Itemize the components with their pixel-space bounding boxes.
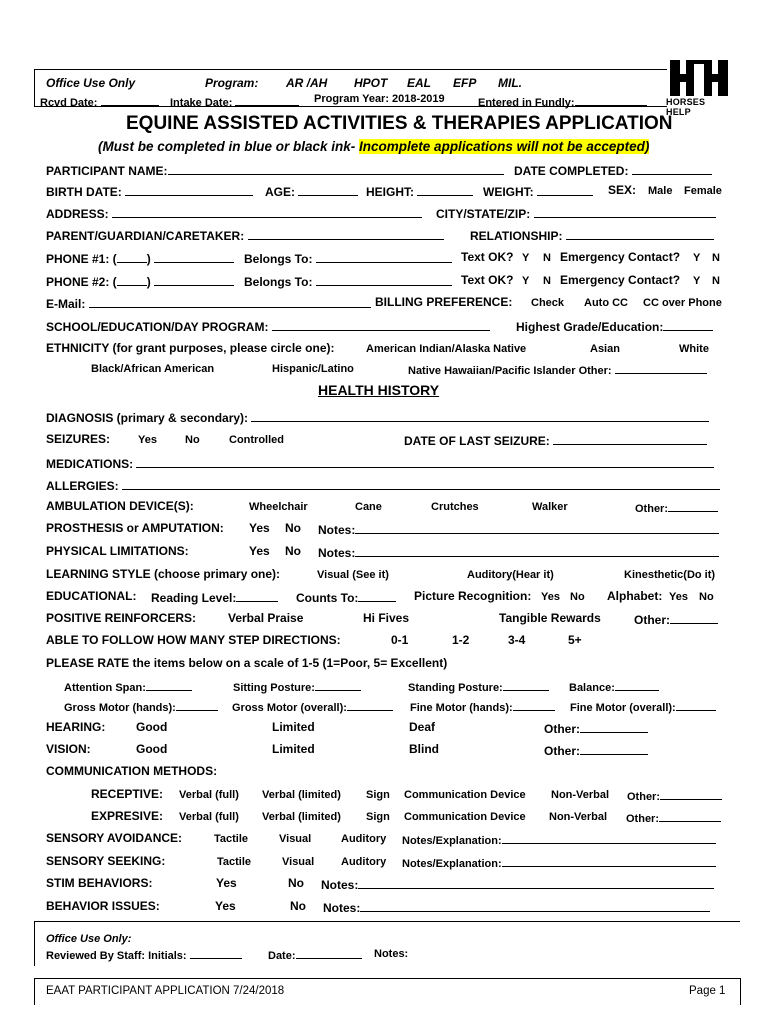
staff-office-use-label: Office Use Only: bbox=[46, 933, 132, 945]
sex-male-option[interactable]: Male bbox=[648, 185, 673, 197]
steps-0-1-option[interactable]: 0-1 bbox=[391, 633, 409, 647]
hearing-limited-option[interactable]: Limited bbox=[272, 720, 315, 734]
intake-date-field[interactable]: Intake Date: bbox=[170, 93, 299, 109]
learning-auditory-option[interactable]: Auditory(Hear it) bbox=[467, 569, 554, 581]
learning-kinesthetic-option[interactable]: Kinesthetic(Do it) bbox=[624, 569, 716, 581]
avoidance-auditory[interactable]: Auditory bbox=[341, 833, 387, 845]
ethnicity-asian[interactable]: Asian bbox=[590, 343, 620, 355]
billing-auto-cc-option[interactable]: Auto CC bbox=[584, 297, 628, 309]
billing-preference-label: BILLING PREFERENCE: bbox=[375, 295, 513, 309]
stim-behaviors-label: STIM BEHAVIORS: bbox=[46, 876, 153, 890]
sex-female-option[interactable]: Female bbox=[684, 185, 722, 197]
program-hpot[interactable]: HPOT bbox=[354, 76, 388, 90]
hearing-other-field[interactable]: Other: bbox=[544, 720, 648, 736]
school-field[interactable]: SCHOOL/EDUCATION/DAY PROGRAM: bbox=[46, 318, 490, 334]
physical-no-option[interactable]: No bbox=[285, 544, 301, 558]
avoidance-tactile[interactable]: Tactile bbox=[214, 833, 249, 845]
phone2-emergency-no[interactable]: N bbox=[712, 275, 720, 287]
rcvd-date-field[interactable]: Rcvd Date: bbox=[40, 93, 159, 109]
phone1-text-ok-label: Text OK? bbox=[461, 250, 514, 264]
physical-limitations-label: PHYSICAL LIMITATIONS: bbox=[46, 544, 189, 558]
ethnicity-label: ETHNICITY (for grant purposes, please circle one): bbox=[46, 341, 335, 355]
footer-form-id: EAAT PARTICIPANT APPLICATION 7/24/2018 bbox=[46, 985, 285, 997]
seeking-auditory[interactable]: Auditory bbox=[341, 856, 387, 868]
phone2-emergency-label: Emergency Contact? bbox=[560, 273, 681, 287]
expresive-non-verbal[interactable]: Non-Verbal bbox=[549, 811, 608, 823]
reinforcer-verbal-praise[interactable]: Verbal Praise bbox=[228, 611, 304, 625]
communication-methods-label: COMMUNICATION METHODS: bbox=[46, 764, 218, 778]
vision-good-option[interactable]: Good bbox=[136, 742, 168, 756]
seizures-no-option[interactable]: No bbox=[185, 434, 200, 446]
alphabet-label: Alphabet: bbox=[607, 589, 663, 603]
steps-5-plus-option[interactable]: 5+ bbox=[568, 633, 582, 647]
hearing-good-option[interactable]: Good bbox=[136, 720, 168, 734]
health-history-heading: HEALTH HISTORY bbox=[318, 382, 440, 398]
alphabet-yes-option[interactable]: Yes bbox=[669, 591, 688, 603]
height-field[interactable]: HEIGHT: bbox=[366, 183, 473, 199]
billing-check-option[interactable]: Check bbox=[531, 297, 565, 309]
phone2-belongs-field[interactable]: Belongs To: bbox=[244, 273, 452, 289]
program-label: Program: bbox=[205, 76, 259, 90]
behavior-no-option[interactable]: No bbox=[290, 899, 306, 913]
receptive-label: RECEPTIVE: bbox=[91, 787, 164, 801]
program-eal[interactable]: EAL bbox=[407, 76, 431, 90]
ambulation-cane[interactable]: Cane bbox=[355, 501, 382, 513]
seizures-yes-option[interactable]: Yes bbox=[138, 434, 157, 446]
allergies-field[interactable]: ALLERGIES: bbox=[46, 477, 720, 493]
step-directions-label: ABLE TO FOLLOW HOW MANY STEP DIRECTIONS: bbox=[46, 633, 341, 647]
steps-3-4-option[interactable]: 3-4 bbox=[508, 633, 526, 647]
ambulation-walker[interactable]: Walker bbox=[532, 501, 568, 513]
ethnicity-hispanic[interactable]: Hispanic/Latino bbox=[272, 363, 354, 375]
standing-posture-field[interactable]: Standing Posture: bbox=[408, 680, 549, 694]
diagnosis-field[interactable]: DIAGNOSIS (primary & secondary): bbox=[46, 409, 709, 425]
sex-label: SEX: bbox=[608, 183, 637, 197]
receptive-other-field[interactable]: Other: bbox=[627, 789, 722, 803]
hearing-label: HEARING: bbox=[46, 720, 106, 734]
receptive-sign[interactable]: Sign bbox=[366, 789, 390, 801]
vision-label: VISION: bbox=[46, 742, 91, 756]
stim-yes-option[interactable]: Yes bbox=[216, 876, 237, 890]
relationship-field[interactable]: RELATIONSHIP: bbox=[470, 227, 714, 243]
last-seizure-field[interactable]: DATE OF LAST SEIZURE: bbox=[404, 432, 707, 448]
prosthesis-yes-option[interactable]: Yes bbox=[249, 521, 270, 535]
medications-field[interactable]: MEDICATIONS: bbox=[46, 455, 714, 471]
email-field[interactable]: E-Mail: bbox=[46, 295, 371, 311]
birth-date-field[interactable]: BIRTH DATE: bbox=[46, 183, 253, 199]
alphabet-no-option[interactable]: No bbox=[699, 591, 714, 603]
phone2-emergency-yes[interactable]: Y bbox=[693, 275, 701, 287]
counts-to-field[interactable]: Counts To: bbox=[296, 589, 396, 605]
prosthesis-no-option[interactable]: No bbox=[285, 521, 301, 535]
picture-recognition-label: Picture Recognition: bbox=[414, 589, 532, 603]
expresive-communication-device[interactable]: Communication Device bbox=[404, 811, 526, 823]
receptive-communication-device[interactable]: Communication Device bbox=[404, 789, 526, 801]
expresive-other-field[interactable]: Other: bbox=[626, 811, 721, 825]
staff-notes-label: Notes: bbox=[374, 948, 409, 960]
behavior-yes-option[interactable]: Yes bbox=[215, 899, 236, 913]
seeking-notes-field[interactable]: Notes/Explanation: bbox=[402, 856, 716, 870]
learning-style-label: LEARNING STYLE (choose primary one): bbox=[46, 567, 281, 581]
horses-help-logo bbox=[664, 60, 732, 117]
program-year: Program Year: 2018-2019 bbox=[314, 93, 445, 105]
phone2-text-yes[interactable]: Y bbox=[522, 275, 530, 287]
office-use-label: Office Use Only bbox=[46, 76, 136, 90]
behavior-notes-field[interactable]: Notes: bbox=[323, 899, 710, 915]
parent-guardian-field[interactable]: PARENT/GUARDIAN/CARETAKER: bbox=[46, 227, 444, 243]
hearing-deaf-option[interactable]: Deaf bbox=[409, 720, 436, 734]
reinforcer-other-field[interactable]: Other: bbox=[634, 611, 718, 627]
receptive-non-verbal[interactable]: Non-Verbal bbox=[551, 789, 610, 801]
vision-blind-option[interactable]: Blind bbox=[409, 742, 439, 756]
staff-initials-field[interactable]: Reviewed By Staff: Initials: bbox=[46, 948, 242, 962]
receptive-verbal-full[interactable]: Verbal (full) bbox=[179, 789, 239, 801]
prosthesis-notes-field[interactable]: Notes: bbox=[318, 521, 719, 537]
educational-label: EDUCATIONAL: bbox=[46, 589, 137, 603]
date-completed-field[interactable]: DATE COMPLETED: bbox=[514, 162, 712, 178]
ethnicity-black[interactable]: Black/African American bbox=[91, 363, 215, 375]
gross-motor-hands-field[interactable]: Gross Motor (hands): bbox=[64, 700, 218, 714]
picture-no-option[interactable]: No bbox=[570, 591, 585, 603]
rate-instruction: PLEASE RATE the items below on a scale of 1-5 (1=Poor, 5= Excellent) bbox=[46, 656, 448, 670]
billing-cc-phone-option[interactable]: CC over Phone bbox=[643, 297, 722, 309]
seizures-controlled-option[interactable]: Controlled bbox=[229, 434, 284, 446]
stim-notes-field[interactable]: Notes: bbox=[321, 876, 714, 892]
ambulation-other-field[interactable]: Other: bbox=[635, 501, 718, 515]
program-ar-ah[interactable]: AR /AH bbox=[286, 76, 328, 90]
avoidance-visual[interactable]: Visual bbox=[279, 833, 312, 845]
expresive-sign[interactable]: Sign bbox=[366, 811, 390, 823]
city-state-zip-field[interactable]: CITY/STATE/ZIP: bbox=[436, 205, 716, 221]
phone1-text-no[interactable]: N bbox=[543, 252, 551, 264]
fine-motor-hands-field[interactable]: Fine Motor (hands): bbox=[410, 700, 555, 714]
ambulation-crutches[interactable]: Crutches bbox=[431, 501, 479, 513]
age-field[interactable]: AGE: bbox=[265, 183, 358, 199]
ethnicity-native-hawaiian-other[interactable]: Native Hawaiian/Pacific Islander Other: bbox=[408, 363, 707, 377]
reinforcer-tangible-rewards[interactable]: Tangible Rewards bbox=[499, 611, 601, 625]
phone1-emergency-yes[interactable]: Y bbox=[693, 252, 701, 264]
sitting-posture-field[interactable]: Sitting Posture: bbox=[233, 680, 361, 694]
phone1-field[interactable]: PHONE #1: ( ) bbox=[46, 250, 234, 266]
sensory-seeking-label: SENSORY SEEKING: bbox=[46, 854, 166, 868]
logo-text: HORSES HELP bbox=[666, 97, 706, 117]
ambulation-wheelchair[interactable]: Wheelchair bbox=[249, 501, 308, 513]
steps-1-2-option[interactable]: 1-2 bbox=[452, 633, 470, 647]
phone1-belongs-field[interactable]: Belongs To: bbox=[244, 250, 452, 266]
vision-other-field[interactable]: Other: bbox=[544, 742, 648, 758]
phone1-text-yes[interactable]: Y bbox=[522, 252, 530, 264]
receptive-verbal-limited[interactable]: Verbal (limited) bbox=[262, 789, 341, 801]
address-field[interactable]: ADDRESS: bbox=[46, 205, 422, 221]
picture-yes-option[interactable]: Yes bbox=[541, 591, 560, 603]
phone2-field[interactable]: PHONE #2: ( ) bbox=[46, 273, 234, 289]
page-title: EQUINE ASSISTED ACTIVITIES & THERAPIES APPLICATION bbox=[126, 113, 673, 134]
phone2-text-no[interactable]: N bbox=[543, 275, 551, 287]
footer-page-number: Page 1 bbox=[689, 985, 726, 997]
phone1-emergency-label: Emergency Contact? bbox=[560, 250, 681, 264]
sensory-avoidance-label: SENSORY AVOIDANCE: bbox=[46, 831, 183, 845]
gross-motor-overall-field[interactable]: Gross Motor (overall): bbox=[232, 700, 393, 714]
physical-yes-option[interactable]: Yes bbox=[249, 544, 270, 558]
ethnicity-american-indian[interactable]: American Indian/Alaska Native bbox=[366, 343, 527, 355]
behavior-issues-label: BEHAVIOR ISSUES: bbox=[46, 899, 160, 913]
reinforcer-hi-fives[interactable]: Hi Fives bbox=[363, 611, 410, 625]
seizures-label: SEIZURES: bbox=[46, 432, 111, 446]
program-mil[interactable]: MIL. bbox=[498, 76, 522, 90]
stim-no-option[interactable]: No bbox=[288, 876, 304, 890]
reading-level-field[interactable]: Reading Level: bbox=[151, 589, 278, 605]
positive-reinforcers-label: POSITIVE REINFORCERS: bbox=[46, 611, 197, 625]
ambulation-label: AMBULATION DEVICE(S): bbox=[46, 499, 194, 513]
staff-date-field[interactable]: Date: bbox=[268, 948, 362, 962]
expresive-label: EXPRESIVE: bbox=[91, 809, 164, 823]
weight-field[interactable]: WEIGHT: bbox=[483, 183, 593, 199]
seeking-tactile[interactable]: Tactile bbox=[217, 856, 252, 868]
learning-visual-option[interactable]: Visual (See it) bbox=[317, 569, 389, 581]
avoidance-notes-field[interactable]: Notes/Explanation: bbox=[402, 833, 716, 847]
highest-grade-field[interactable]: Highest Grade/Education: bbox=[516, 318, 713, 334]
entered-in-fundly-field[interactable]: Entered in Fundly: bbox=[478, 93, 647, 109]
fine-motor-overall-field[interactable]: Fine Motor (overall): bbox=[570, 700, 716, 714]
page-subtitle: (Must be completed in blue or black ink- Incomplete applications will not be accepted) bbox=[98, 139, 650, 154]
seeking-visual[interactable]: Visual bbox=[282, 856, 315, 868]
participant-name-field[interactable]: PARTICIPANT NAME: bbox=[46, 162, 504, 178]
attention-span-field[interactable]: Attention Span: bbox=[64, 680, 192, 694]
expresive-verbal-full[interactable]: Verbal (full) bbox=[179, 811, 239, 823]
phone1-emergency-no[interactable]: N bbox=[712, 252, 720, 264]
ethnicity-white[interactable]: White bbox=[679, 343, 709, 355]
physical-notes-field[interactable]: Notes: bbox=[318, 544, 719, 560]
phone2-text-ok-label: Text OK? bbox=[461, 273, 514, 287]
prosthesis-label: PROSTHESIS or AMPUTATION: bbox=[46, 521, 224, 535]
expresive-verbal-limited[interactable]: Verbal (limited) bbox=[262, 811, 341, 823]
balance-field[interactable]: Balance: bbox=[569, 680, 659, 694]
program-efp[interactable]: EFP bbox=[453, 76, 477, 90]
vision-limited-option[interactable]: Limited bbox=[272, 742, 315, 756]
